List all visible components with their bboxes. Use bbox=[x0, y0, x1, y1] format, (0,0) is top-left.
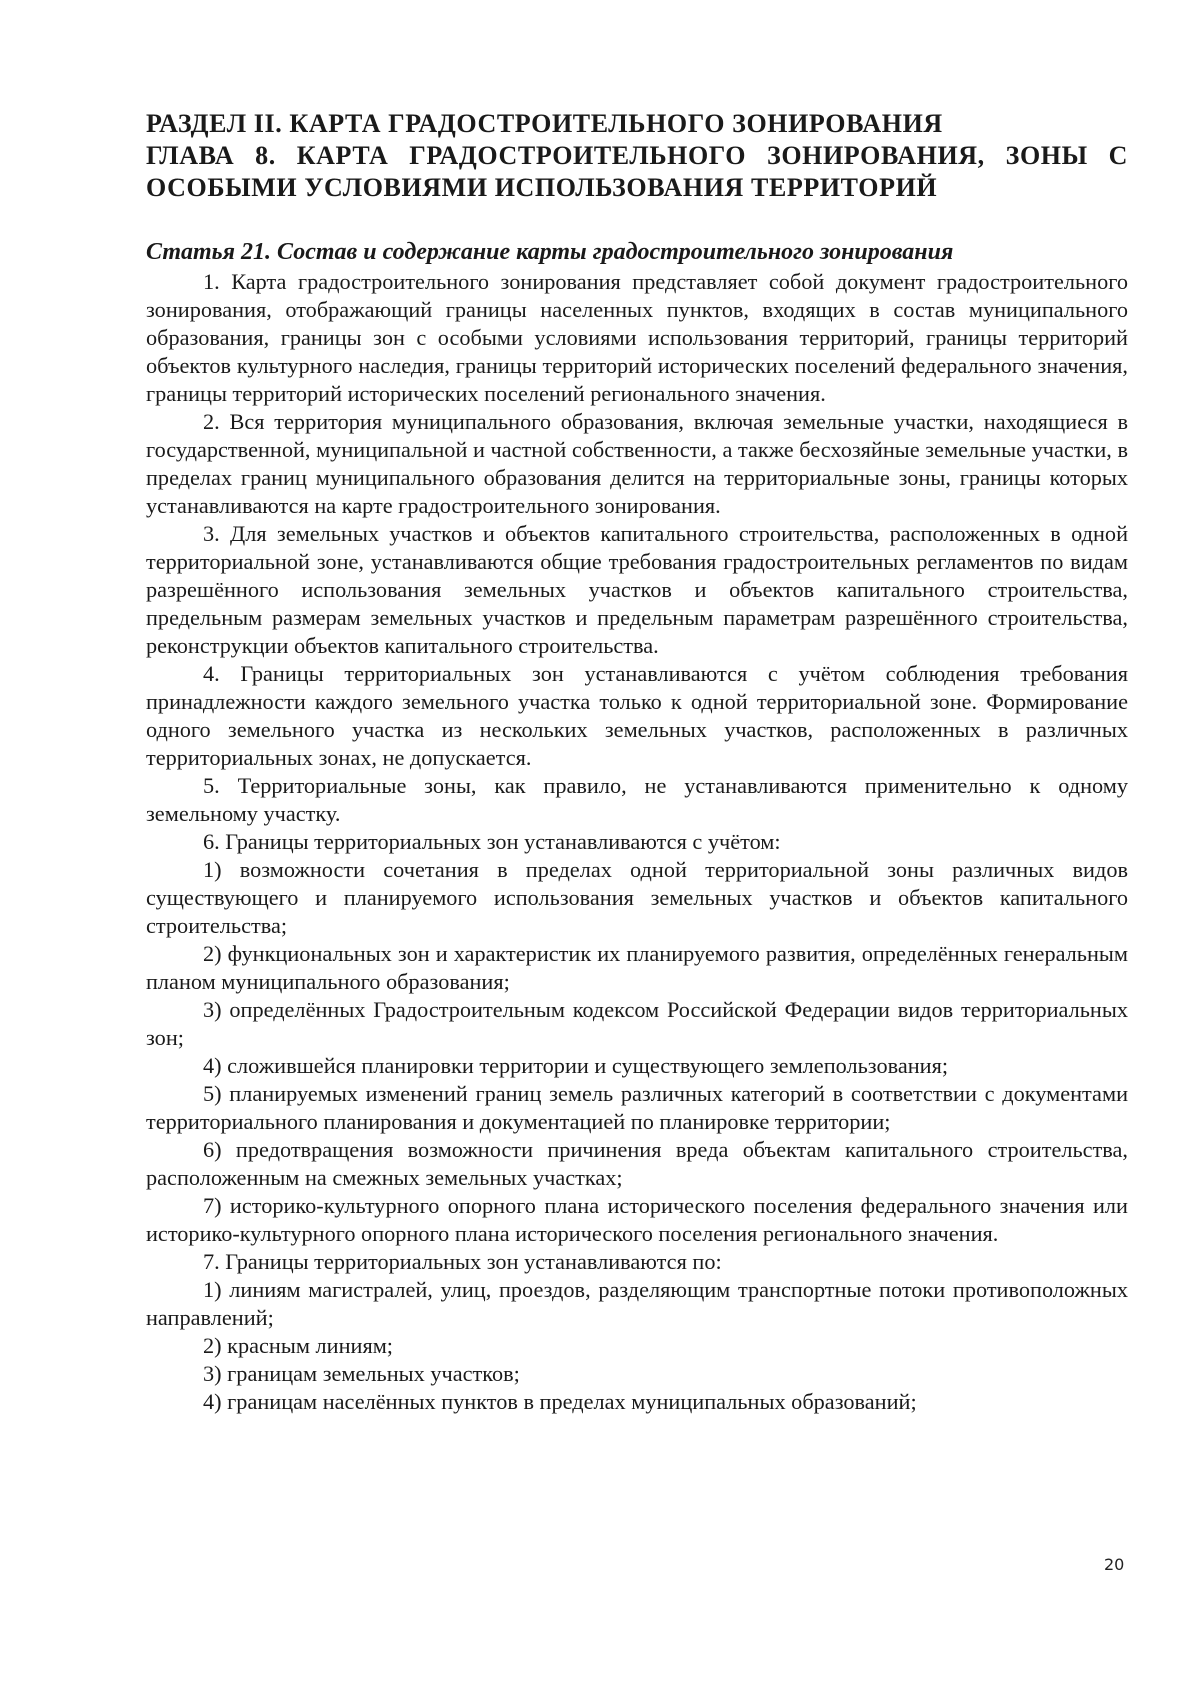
list-item: 3) определённых Градостроительным кодексом Российской Федерации видов территориальных зон; bbox=[146, 997, 1128, 1050]
list-item: 6) предотвращения возможности причинения вреда объектам капитального строительства, расположенным на смежных земельных участках; bbox=[146, 1137, 1128, 1190]
chapter-heading: ГЛАВА 8. КАРТА ГРАДОСТРОИТЕЛЬНОГО ЗОНИРОВАНИЯ, ЗОНЫ С ОСОБЫМИ УСЛОВИЯМИ ИСПОЛЬЗОВАНИЯ ТЕРРИТОРИЙ bbox=[146, 141, 1128, 202]
list-item: 3) границам земельных участков; bbox=[203, 1361, 520, 1386]
list-item: 2) красным линиям; bbox=[203, 1333, 394, 1358]
paragraph: 3. Для земельных участков и объектов капитального строительства, расположенных в одной территориальной зоне, устанавливаются общие требования градостроительных регламентов по видам разрешённого использования земельных участков и объектов капитального строительства, предельным размерам земельных участков и предельным параметрам разрешённого строительства, реконструкции объектов капитального строительства. bbox=[146, 521, 1128, 658]
article-title: Статья 21. Состав и содержание карты градостроительного зонирования bbox=[146, 239, 954, 265]
section-heading: РАЗДЕЛ II. КАРТА ГРАДОСТРОИТЕЛЬНОГО ЗОНИРОВАНИЯ bbox=[146, 109, 943, 138]
page-number: 20 bbox=[1104, 1555, 1125, 1574]
list-item: 1) линиям магистралей, улиц, проездов, разделяющим транспортные потоки противоположных направлений; bbox=[146, 1277, 1128, 1330]
list-item: 4) границам населённых пунктов в пределах муниципальных образований; bbox=[203, 1389, 917, 1414]
paragraph: 6. Границы территориальных зон устанавливаются с учётом: bbox=[203, 829, 781, 854]
list-item: 5) планируемых изменений границ земель различных категорий в соответствии с документами территориального планирования и документацией по планировке территории; bbox=[146, 1081, 1128, 1134]
paragraph: 1. Карта градостроительного зонирования представляет собой документ градостроительного зонирования, отображающий границы населенных пунктов, входящих в состав муниципального образования, границы зон с особыми условиями использования территорий, границы территорий объектов культурного наследия, границы территорий исторических поселений федерального значения, границы территорий исторических поселений регионального значения. bbox=[146, 269, 1128, 406]
paragraph: 7. Границы территориальных зон устанавливаются по: bbox=[203, 1249, 722, 1274]
article-body bbox=[146, 268, 1128, 1416]
paragraph: 2. Вся территория муниципального образования, включая земельные участки, находящиеся в государственной, муниципальной и частной собственности, а также бесхозяйные земельные участки, в пределах границ муниципального образования делится на территориальные зоны, границы которых устанавливаются на карте градостроительного зонирования. bbox=[146, 409, 1128, 518]
list-item: 4) сложившейся планировки территории и существующего землепользования; bbox=[203, 1053, 949, 1078]
list-item: 1) возможности сочетания в пределах одной территориальной зоны различных видов существующего и планируемого использования земельных участков и объектов капитального строительства; bbox=[146, 857, 1128, 938]
list-item: 2) функциональных зон и характеристик их планируемого развития, определённых генеральным планом муниципального образования; bbox=[146, 941, 1128, 994]
paragraph: 4. Границы территориальных зон устанавливаются с учётом соблюдения требования принадлежности каждого земельного участка только к одной территориальной зоне. Формирование одного земельного участка из нескольких земельных участков, расположенных в различных территориальных зонах, не допускается. bbox=[146, 661, 1128, 770]
list-item: 7) историко-культурного опорного плана исторического поселения федерального значения или историко-культурного опорного плана исторического поселения регионального значения. bbox=[146, 1193, 1128, 1246]
paragraph: 5. Территориальные зоны, как правило, не устанавливаются применительно к одному земельному участку. bbox=[146, 773, 1128, 826]
document-page bbox=[146, 108, 1128, 1416]
